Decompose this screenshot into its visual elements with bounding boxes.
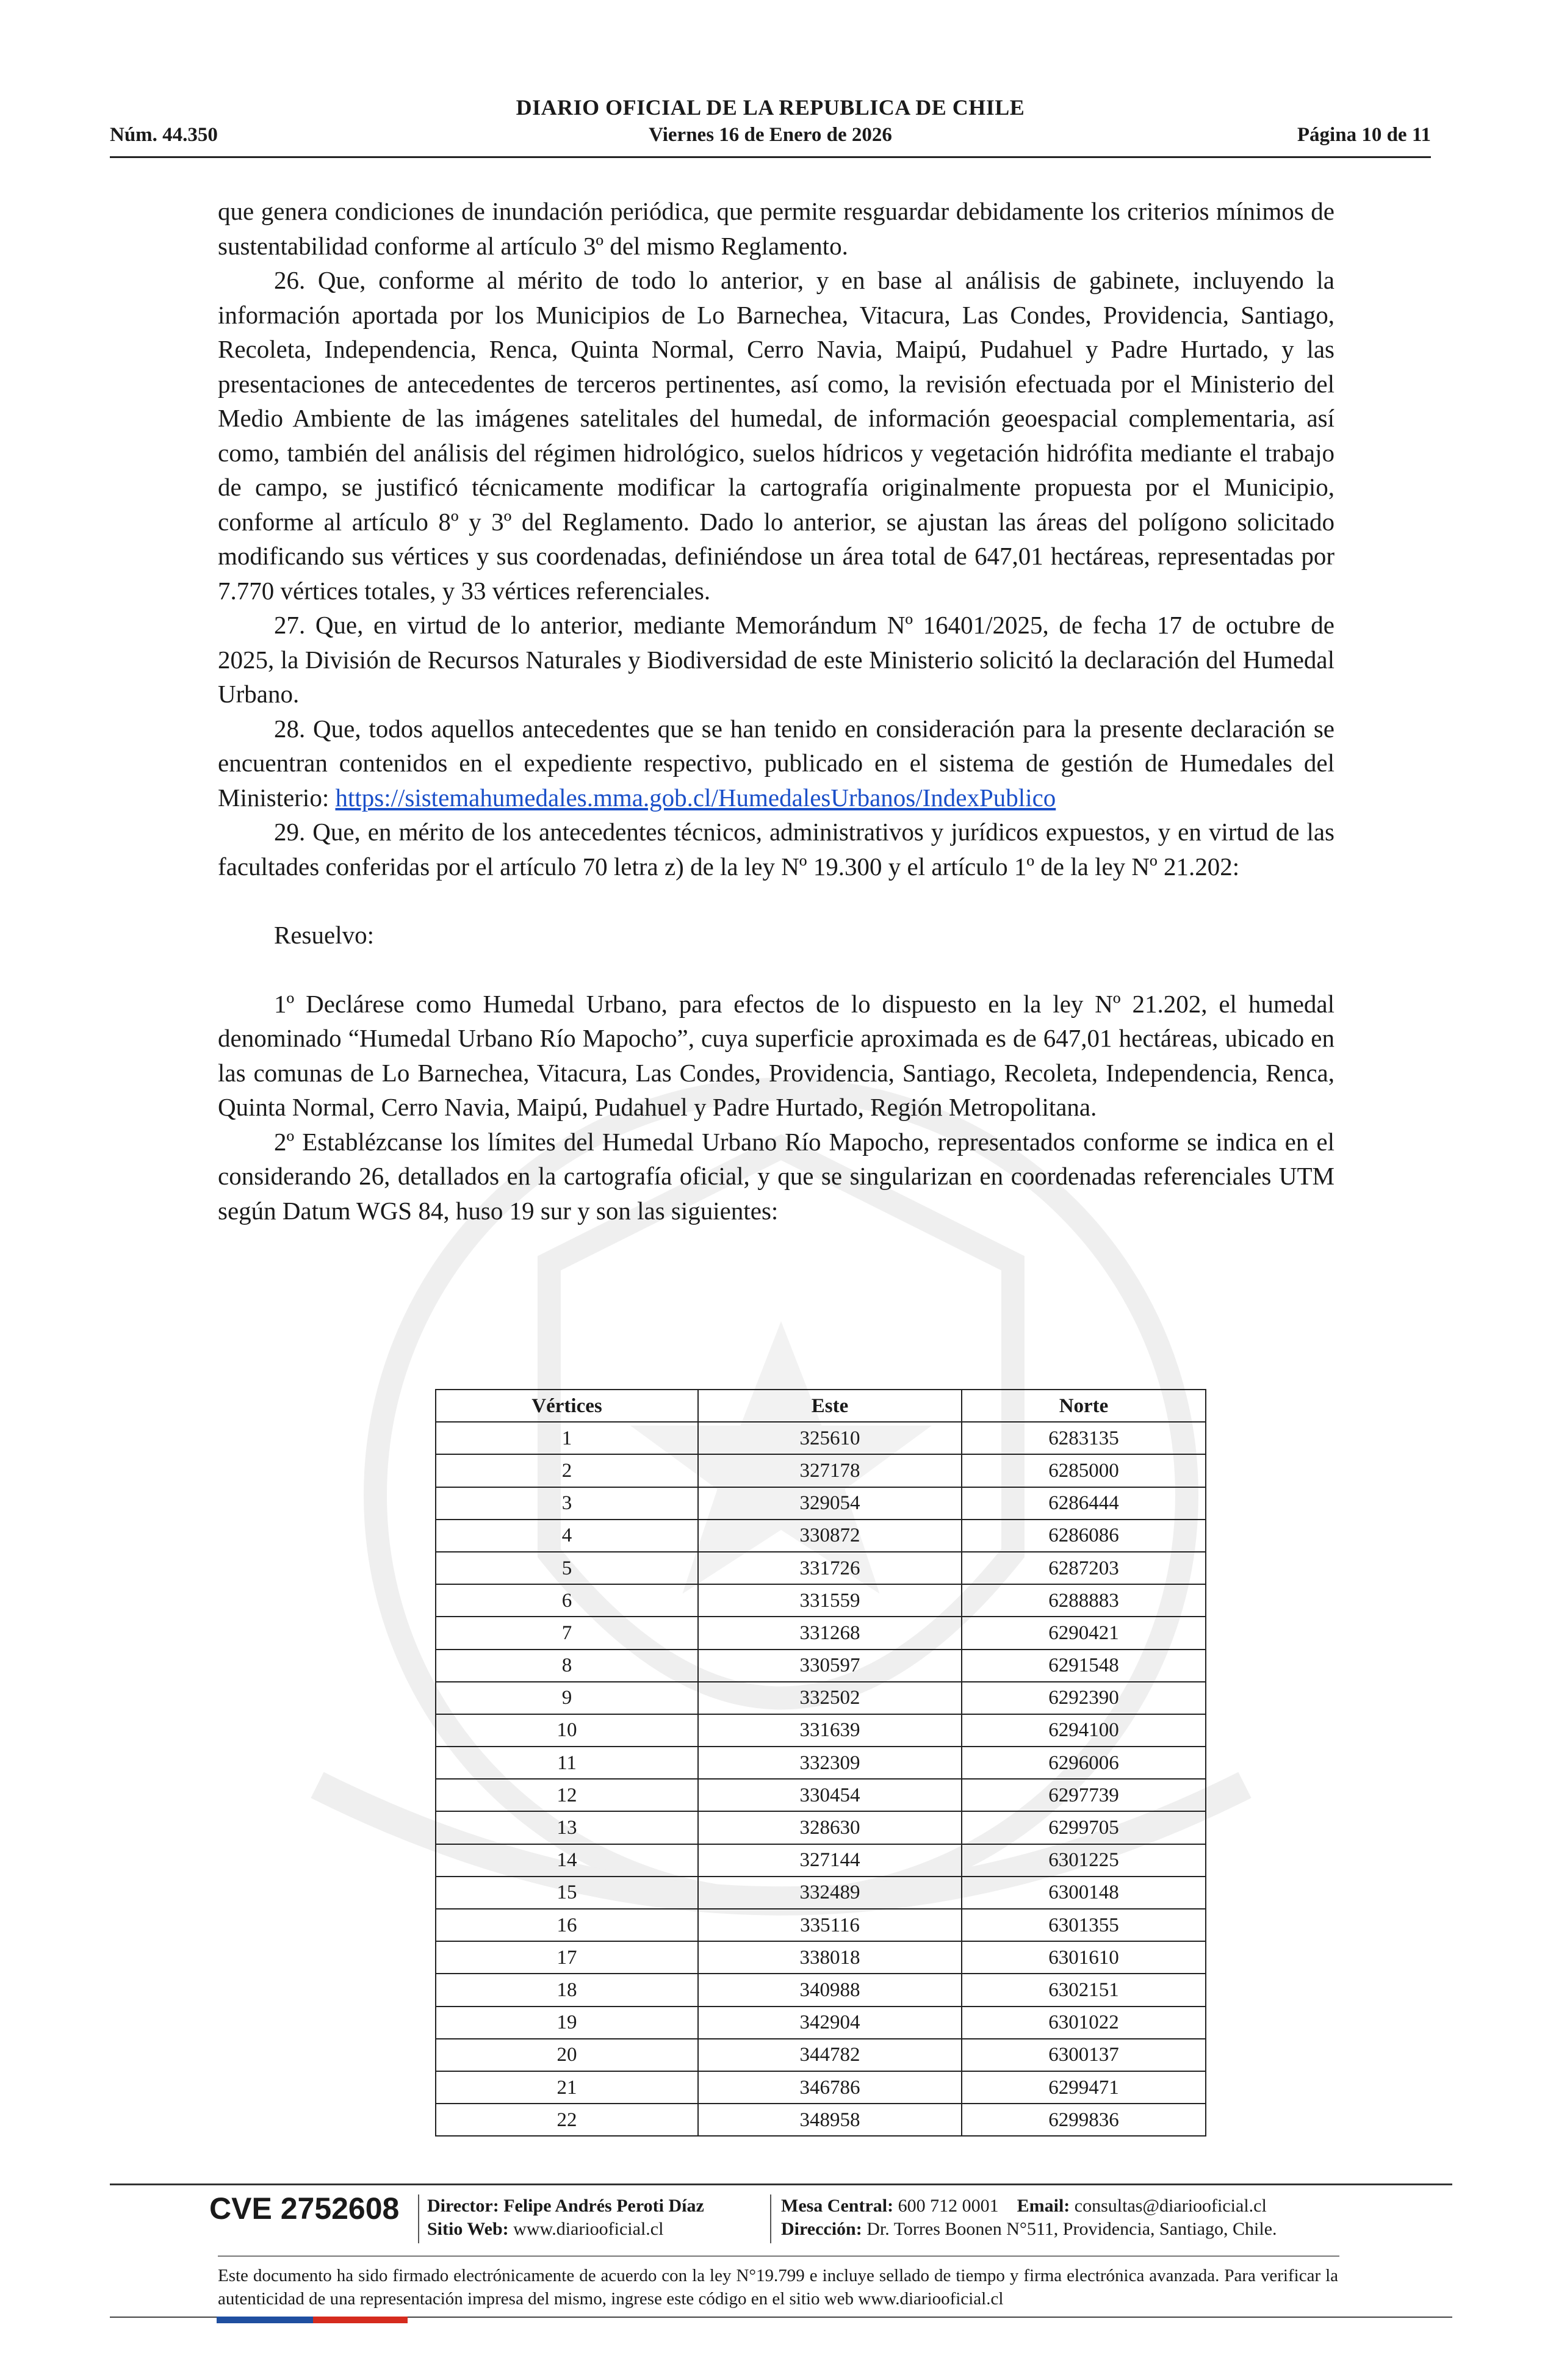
table-row	[436, 1617, 1206, 1649]
table-row	[436, 1650, 1206, 1682]
este-value: 330872	[698, 1520, 962, 1552]
header-divider	[110, 156, 1431, 158]
table-row	[436, 1909, 1206, 1941]
norte-value: 6297739	[962, 1779, 1206, 1811]
table-row	[436, 1552, 1206, 1584]
este-value: 348958	[698, 2104, 962, 2136]
table-row	[436, 1584, 1206, 1617]
norte-value: 6299705	[962, 1811, 1206, 1844]
email-value[interactable]: consultas@diariooficial.cl	[1074, 2196, 1267, 2216]
table-header-row	[436, 1390, 1206, 1422]
vertex-number: 15	[436, 1877, 698, 1909]
vertex-number: 8	[436, 1650, 698, 1682]
table-row	[436, 1877, 1206, 1909]
table-row	[436, 1422, 1206, 1454]
mesa-value: 600 712 0001	[898, 2196, 999, 2216]
norte-value: 6301225	[962, 1844, 1206, 1877]
table-row	[436, 1454, 1206, 1487]
este-value: 327178	[698, 1454, 962, 1487]
flag-bar-blue	[217, 2317, 313, 2323]
este-value: 338018	[698, 1941, 962, 1974]
norte-value: 6296006	[962, 1747, 1206, 1779]
norte-value: 6292390	[962, 1682, 1206, 1714]
norte-value: 6285000	[962, 1454, 1206, 1487]
norte-value: 6299471	[962, 2071, 1206, 2104]
norte-value: 6286086	[962, 1520, 1206, 1552]
vertex-number: 3	[436, 1487, 698, 1520]
norte-value: 6283135	[962, 1422, 1206, 1454]
header-este: Este	[698, 1390, 962, 1422]
este-value: 325610	[698, 1422, 962, 1454]
table-row	[436, 1520, 1206, 1552]
este-value: 340988	[698, 1974, 962, 2006]
norte-value: 6294100	[962, 1714, 1206, 1747]
table-row	[436, 1714, 1206, 1747]
este-value: 332502	[698, 1682, 962, 1714]
este-value: 330597	[698, 1650, 962, 1682]
web-value[interactable]: www.diariooficial.cl	[513, 2219, 664, 2239]
resuelvo-heading: Resuelvo:	[274, 921, 374, 949]
este-value: 346786	[698, 2071, 962, 2104]
table-row	[436, 2039, 1206, 2071]
norte-value: 6300148	[962, 1877, 1206, 1909]
norte-value: 6291548	[962, 1650, 1206, 1682]
norte-value: 6290421	[962, 1617, 1206, 1649]
address-label: Dirección:	[781, 2219, 862, 2239]
este-value: 331639	[698, 1714, 962, 1747]
vertex-number: 2	[436, 1454, 698, 1487]
table-row	[436, 1487, 1206, 1520]
paragraph-26: 26. Que, conforme al mérito de todo lo anterior, y en base al análisis de gabinete, incluyendo la información aportada por los Municipios de Lo Barnechea, Vitacura, Las Condes, Providencia, Santiago, Recoleta, Independencia, Renca, Quinta Normal, Cerro Navia, Maipú, Pudahuel y Padre Hurtado, y las presentaciones de antecedentes de terceros pertinentes, así como, la revisión efectuada por el Ministerio del Medio Ambiente de las imágenes satelitales del humedal, de información geoespacial complementaria, así como, también del análisis del régimen hidrológico, suelos hídricos y vegetación hidrófita mediante el trabajo de campo, se justificó técnicamente modificar la cartografía originalmente propuesta por el Municipio, conforme al artículo 8º y 3º del Reglamento. Dado lo anterior, se ajustan las áreas del polígono solicitado modificando sus vértices y sus coordenadas, definiéndose un área total de 647,01 hectáreas, representadas por 7.770 vértices totales, y 33 vértices referenciales.	[218, 266, 1334, 605]
vertex-number: 9	[436, 1682, 698, 1714]
table-row	[436, 1941, 1206, 1974]
paragraph-27: 27. Que, en virtud de lo anterior, mediante Memorándum Nº 16401/2025, de fecha 17 de octubre de 2025, la División de Recursos Naturales y Biodiversidad de este Ministerio solicitó la declaración del Humedal Urbano.	[218, 611, 1334, 708]
este-value: 332489	[698, 1877, 962, 1909]
vertex-number: 22	[436, 2104, 698, 2136]
table-row	[436, 1974, 1206, 2006]
vertex-number: 5	[436, 1552, 698, 1584]
este-value: 330454	[698, 1779, 962, 1811]
vertex-number: 12	[436, 1779, 698, 1811]
este-value: 331559	[698, 1584, 962, 1617]
norte-value: 6300137	[962, 2039, 1206, 2071]
vertex-number: 20	[436, 2039, 698, 2071]
vertex-number: 1	[436, 1422, 698, 1454]
paragraph-29: 29. Que, en mérito de los antecedentes técnicos, administrativos y jurídicos expuestos, y en virtud de las facultades conferidas por el artículo 70 letra z) de la ley Nº 19.300 y el artículo 1º de la ley Nº 21.202:	[218, 818, 1334, 881]
norte-value: 6301022	[962, 2007, 1206, 2039]
table-row	[436, 2104, 1206, 2136]
page-indicator: Página 10 de 11	[1297, 124, 1431, 146]
vertex-number: 13	[436, 1811, 698, 1844]
mesa-label: Mesa Central:	[781, 2196, 894, 2216]
norte-value: 6288883	[962, 1584, 1206, 1617]
page-header	[110, 95, 1431, 156]
email-label: Email:	[1017, 2196, 1070, 2216]
document-body	[218, 194, 1334, 1228]
norte-value: 6299836	[962, 2104, 1206, 2136]
vertex-number: 4	[436, 1520, 698, 1552]
vertex-number: 6	[436, 1584, 698, 1617]
vertices-table	[435, 1389, 1206, 2137]
este-value: 328630	[698, 1811, 962, 1844]
este-value: 335116	[698, 1909, 962, 1941]
resolution-1: 1º Declárese como Humedal Urbano, para efectos de lo dispuesto en la ley Nº 21.202, el humedal denominado “Humedal Urbano Río Mapocho”, cuya superficie aproximada es de 647,01 hectáreas, ubicado en las comunas de Lo Barnechea, Vitacura, Las Condes, Providencia, Santiago, Recoleta, Independencia, Renca, Quinta Normal, Cerro Navia, Maipú, Pudahuel y Padre Hurtado, Región Metropolitana.	[218, 989, 1334, 1121]
este-value: 327144	[698, 1844, 962, 1877]
vertex-number: 21	[436, 2071, 698, 2104]
este-value: 342904	[698, 2007, 962, 2039]
table-row	[436, 1779, 1206, 1811]
footer-top-rule	[110, 2183, 1452, 2185]
este-value: 344782	[698, 2039, 962, 2071]
paragraph-intro: que genera condiciones de inundación periódica, que permite resguardar debidamente los criterios mínimos de sustentabilidad conforme al artículo 3º del mismo Reglamento.	[218, 197, 1334, 260]
vertex-number: 10	[436, 1714, 698, 1747]
footer-divider-1	[418, 2194, 419, 2243]
este-value: 331268	[698, 1617, 962, 1649]
table-row	[436, 1747, 1206, 1779]
flag-bar-red	[313, 2317, 408, 2323]
table-row	[436, 2071, 1206, 2104]
norte-value: 6301610	[962, 1941, 1206, 1974]
header-vertices: Vértices	[436, 1390, 698, 1422]
footer-director-block	[427, 2194, 704, 2241]
issue-date: Viernes 16 de Enero de 2026	[649, 124, 892, 146]
norte-value: 6286444	[962, 1487, 1206, 1520]
norte-value: 6301355	[962, 1909, 1206, 1941]
vertex-number: 17	[436, 1941, 698, 1974]
web-label: Sitio Web:	[427, 2219, 509, 2239]
vertex-number: 18	[436, 1974, 698, 2006]
vertex-number: 11	[436, 1747, 698, 1779]
signature-notice: Este documento ha sido firmado electrónicamente de acuerdo con la ley N°19.799 e incluye sellado de tiempo y firma electrónica avanzada. Para verificar la autenticidad de una representación impresa del mismo, ingrese este código en el sitio web www.diariooficial.cl	[218, 2266, 1338, 2309]
cve-code: CVE 2752608	[209, 2191, 400, 2226]
este-value: 329054	[698, 1487, 962, 1520]
issue-number: Núm. 44.350	[110, 124, 218, 146]
header-norte: Norte	[962, 1390, 1206, 1422]
vertex-number: 7	[436, 1617, 698, 1649]
footer-contact-block	[781, 2194, 1277, 2241]
resolution-2: 2º Establézcanse los límites del Humedal Urbano Río Mapocho, representados conforme se indica en el considerando 26, detallados en la cartografía oficial, y que se singularizan en coordenadas referenciales UTM según Datum WGS 84, huso 19 sur y son las siguientes:	[218, 1127, 1334, 1225]
este-value: 331726	[698, 1552, 962, 1584]
table-row	[436, 1811, 1206, 1844]
este-value: 332309	[698, 1747, 962, 1779]
vertex-number: 14	[436, 1844, 698, 1877]
paragraph-28	[218, 712, 1334, 815]
norte-value: 6287203	[962, 1552, 1206, 1584]
paragraph-28-text: 28. Que, todos aquellos antecedentes que se han tenido en consideración para la presente declaración se encuentran contenidos en el expediente respectivo, publicado en el sistema de gestión de Humedales del Ministerio:	[218, 714, 1334, 812]
vertex-number: 19	[436, 2007, 698, 2039]
norte-value: 6302151	[962, 1974, 1206, 2006]
table-row	[436, 1844, 1206, 1877]
table-row	[436, 1682, 1206, 1714]
vertex-number: 16	[436, 1909, 698, 1941]
director-name: Felipe Andrés Peroti Díaz	[503, 2196, 704, 2216]
footer-mid-rule	[218, 2256, 1339, 2257]
table-row	[436, 2007, 1206, 2039]
humedales-link[interactable]: https://sistemahumedales.mma.gob.cl/HumedalesUrbanos/IndexPublico	[335, 783, 1056, 812]
address-value: Dr. Torres Boonen N°511, Providencia, Santiago, Chile.	[866, 2219, 1277, 2239]
gazette-title: DIARIO OFICIAL DE LA REPUBLICA DE CHILE	[516, 95, 1025, 120]
footer-divider-2	[770, 2194, 771, 2243]
director-label: Director:	[427, 2196, 499, 2216]
